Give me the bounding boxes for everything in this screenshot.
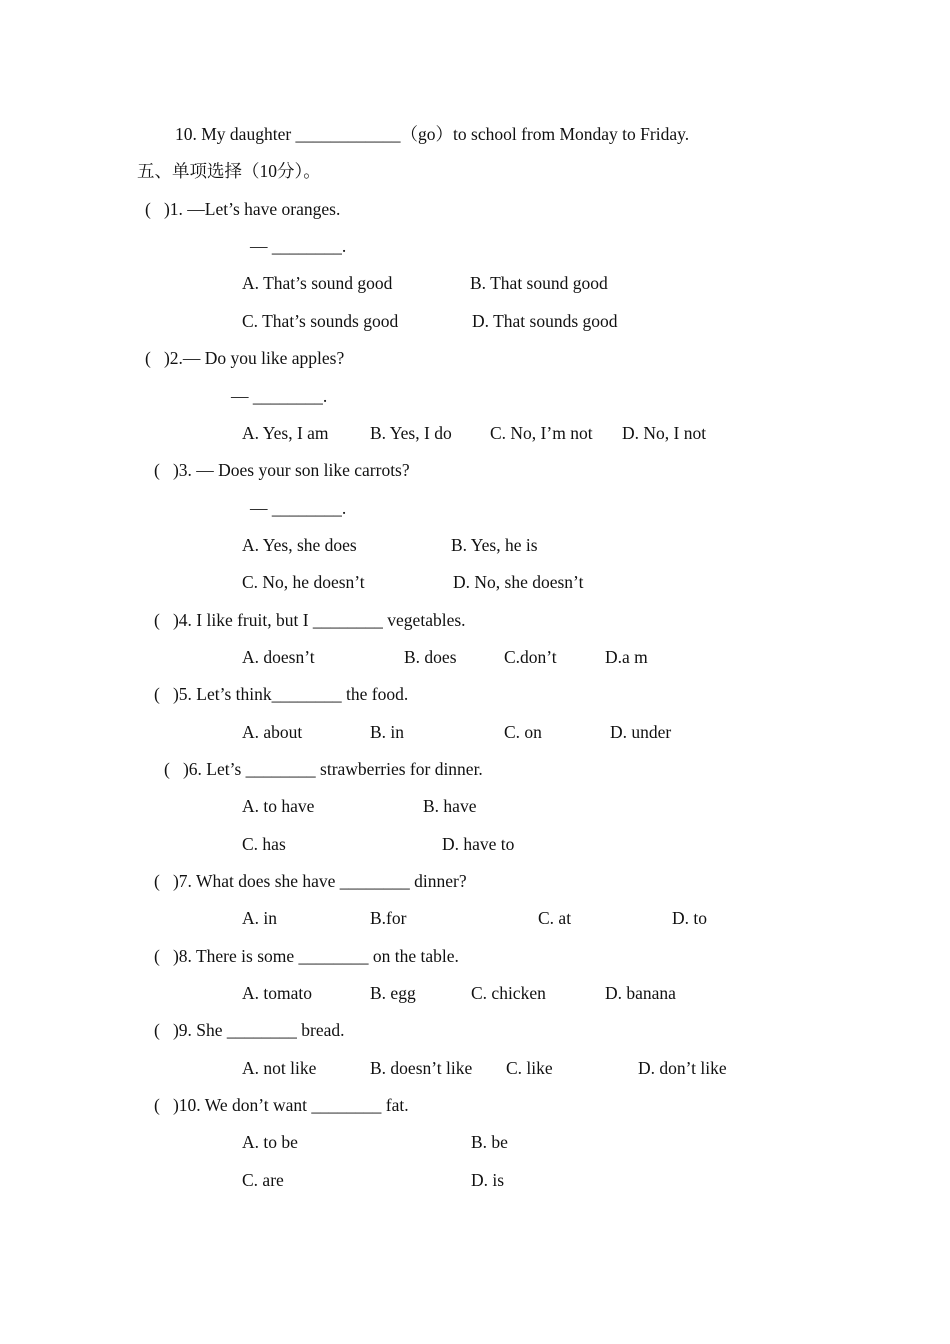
question-2-stem: ( )2.— Do you like apples? bbox=[145, 348, 345, 368]
question-2-option-c: C. No, I’m not bbox=[490, 423, 593, 443]
question-8-option-c: C. chicken bbox=[471, 983, 546, 1003]
question-3-option-d: D. No, she doesn’t bbox=[453, 572, 584, 592]
question-3-answer-blank: — ________. bbox=[250, 498, 347, 518]
question-1-option-d: D. That sounds good bbox=[472, 311, 618, 331]
question-1-answer-blank: — ________. bbox=[250, 236, 347, 256]
question-8-stem: ( )8. There is some ________ on the table. bbox=[154, 946, 459, 966]
question-8-option-d: D. banana bbox=[605, 983, 676, 1003]
question-1-stem: ( )1. —Let’s have oranges. bbox=[145, 199, 341, 219]
question-3-option-a: A. Yes, she does bbox=[242, 535, 357, 555]
question-6-option-a: A. to have bbox=[242, 796, 315, 816]
question-10-option-d: D. is bbox=[471, 1170, 505, 1190]
question-6-option-d: D. have to bbox=[442, 834, 515, 854]
question-3-option-c: C. No, he doesn’t bbox=[242, 572, 365, 592]
question-7-option-b: B.for bbox=[370, 908, 407, 928]
question-10-option-a: A. to be bbox=[242, 1132, 298, 1152]
question-5-option-d: D. under bbox=[610, 722, 672, 742]
question-5-option-c: C. on bbox=[504, 722, 542, 742]
fill-in-item-10: 10. My daughter ____________（go）to school from Monday to Friday. bbox=[175, 124, 690, 144]
question-2-option-b: B. Yes, I do bbox=[370, 423, 452, 443]
question-9-stem: ( )9. She ________ bread. bbox=[154, 1020, 345, 1040]
question-9-option-b: B. doesn’t like bbox=[370, 1058, 473, 1078]
question-3-stem: ( )3. — Does your son like carrots? bbox=[154, 460, 410, 480]
question-7-stem: ( )7. What does she have ________ dinner? bbox=[154, 871, 467, 891]
question-8-option-b: B. egg bbox=[370, 983, 416, 1003]
question-5-stem: ( )5. Let’s think________ the food. bbox=[154, 684, 409, 704]
question-1-option-a: A. That’s sound good bbox=[242, 273, 393, 293]
question-2-option-a: A. Yes, I am bbox=[242, 423, 329, 443]
question-8-option-a: A. tomato bbox=[242, 983, 312, 1003]
question-9-option-a: A. not like bbox=[242, 1058, 317, 1078]
question-5-option-b: B. in bbox=[370, 722, 405, 742]
question-1-option-c: C. That’s sounds good bbox=[242, 311, 399, 331]
question-7-option-a: A. in bbox=[242, 908, 277, 928]
question-6-stem: ( )6. Let’s ________ strawberries for dinner. bbox=[164, 759, 483, 779]
question-2-answer-blank: — ________. bbox=[231, 386, 328, 406]
question-4-option-c: C.don’t bbox=[504, 647, 557, 667]
question-5-option-a: A. about bbox=[242, 722, 303, 742]
question-4-option-a: A. doesn’t bbox=[242, 647, 315, 667]
question-9-option-c: C. like bbox=[506, 1058, 553, 1078]
question-6-option-c: C. has bbox=[242, 834, 286, 854]
question-6-option-b: B. have bbox=[423, 796, 477, 816]
question-10-option-b: B. be bbox=[471, 1132, 508, 1152]
question-1-option-b: B. That sound good bbox=[470, 273, 608, 293]
question-4-stem: ( )4. I like fruit, but I ________ vegetables. bbox=[154, 610, 466, 630]
section-title: 五、单项选择（10分）。 bbox=[137, 161, 321, 181]
question-10-stem: ( )10. We don’t want ________ fat. bbox=[154, 1095, 409, 1115]
question-10-option-c: C. are bbox=[242, 1170, 284, 1190]
question-3-option-b: B. Yes, he is bbox=[451, 535, 538, 555]
question-4-option-b: B. does bbox=[404, 647, 457, 667]
question-7-option-d: D. to bbox=[672, 908, 707, 928]
question-9-option-d: D. don’t like bbox=[638, 1058, 727, 1078]
question-4-option-d: D.a m bbox=[605, 647, 648, 667]
question-2-option-d: D. No, I not bbox=[622, 423, 707, 443]
question-7-option-c: C. at bbox=[538, 908, 572, 928]
